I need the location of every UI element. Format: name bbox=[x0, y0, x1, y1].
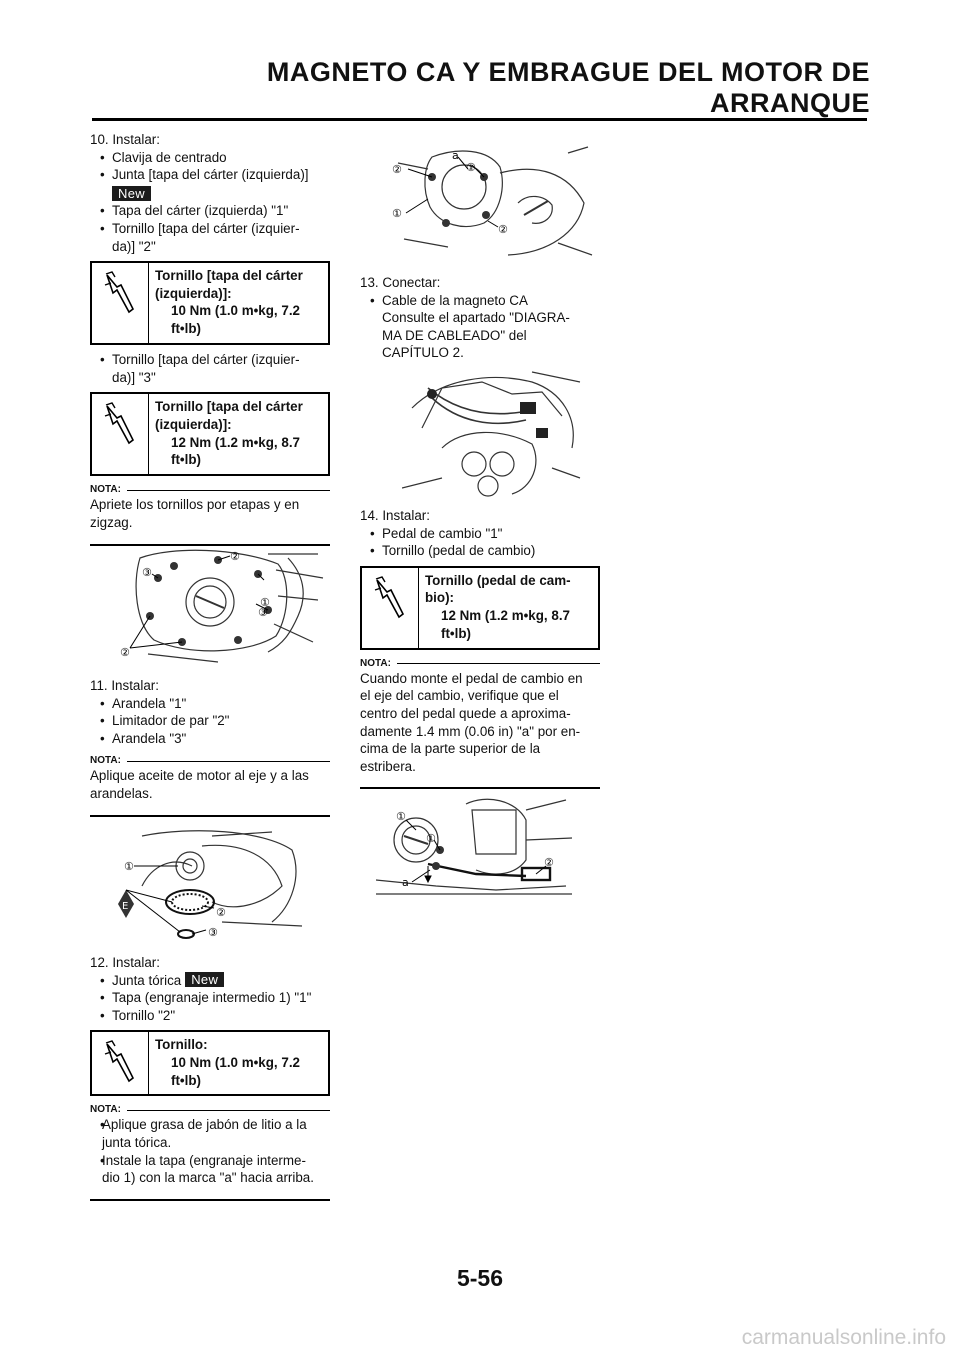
callout-2: ② bbox=[216, 906, 226, 919]
torque-spec-box bbox=[90, 1030, 330, 1096]
step-12-item: • Tornillo "2" bbox=[90, 1007, 330, 1025]
callout-1: ① bbox=[426, 832, 436, 845]
callout-2: ② bbox=[498, 223, 508, 236]
step-11-item: • Arandela "1" bbox=[90, 695, 330, 713]
new-badge: New bbox=[112, 186, 151, 201]
note-item: • Aplique grasa de jabón de litio a la junta tórica. bbox=[90, 1116, 330, 1151]
mark-a: a bbox=[452, 149, 459, 162]
figure-crankcase-cover bbox=[118, 544, 328, 664]
step-13-reference: Consulte el apartado "DIAGRA- MA DE CABLEADO" del CAPÍTULO 2. bbox=[382, 310, 570, 361]
step-11-title: 11. Instalar: bbox=[90, 678, 159, 693]
mark-a: a bbox=[402, 876, 409, 889]
torque-value: 10 Nm (1.0 m•kg, 7.2 bbox=[171, 1054, 300, 1070]
step-14-item: • Tornillo (pedal de cambio) bbox=[360, 542, 600, 560]
step-12-item: • Junta tórica New bbox=[90, 972, 330, 990]
step-12-title: 12. Instalar: bbox=[90, 955, 160, 970]
torque-wrench-icon bbox=[92, 263, 149, 343]
note-item: • Instale la tapa (engranaje interme- dio 1) con la marca "a" hacia arriba. bbox=[90, 1152, 330, 1187]
step-14-item: • Pedal de cambio "1" bbox=[360, 525, 600, 543]
note-block bbox=[90, 1104, 330, 1200]
right-column-step-13 bbox=[360, 274, 600, 362]
callout-1: ① bbox=[392, 207, 402, 220]
callout-1: ① bbox=[124, 860, 134, 873]
step-12-item: • Tapa (engranaje intermedio 1) "1" bbox=[90, 989, 330, 1007]
callout-1: ① bbox=[396, 810, 406, 823]
step-11-item: • Arandela "3" bbox=[90, 730, 330, 748]
step-10-item: • Tornillo [tapa del cárter (izquier- da)] "3" bbox=[90, 351, 330, 386]
torque-label: Tornillo [tapa del cárter bbox=[155, 399, 303, 415]
torque-value: ft•lb) bbox=[171, 452, 201, 468]
torque-spec-box bbox=[360, 566, 600, 650]
torque-label: bio): bbox=[425, 590, 454, 606]
note-text: Aplique aceite de motor al eje y a las arandelas. bbox=[90, 768, 309, 801]
step-10-item: • Junta [tapa del cárter (izquierda)] bbox=[90, 166, 330, 184]
page-number: 5-56 bbox=[456, 1265, 504, 1291]
page-title: MAGNETO CA Y EMBRAGUE DEL MOTOR DE ARRANQUE bbox=[266, 57, 870, 118]
note-text: Cuando monte el pedal de cambio en el eje del cambio, verifique que el centro del pedal quede a aproxima- damente 1.4 mm (0.06 in) "a" por en- cima de la parte superior de la estribera. bbox=[360, 670, 583, 774]
torque-label: Tornillo: bbox=[155, 1037, 208, 1053]
torque-label: (izquierda)]: bbox=[155, 285, 232, 301]
right-column-step-14 bbox=[360, 507, 600, 789]
torque-wrench-icon bbox=[362, 568, 419, 648]
left-column bbox=[90, 131, 330, 546]
torque-spec-box bbox=[90, 261, 330, 345]
step-10-item: • Clavija de centrado bbox=[90, 149, 330, 167]
torque-spec-box bbox=[90, 392, 330, 476]
step-11-item: • Limitador de par "2" bbox=[90, 712, 330, 730]
callout-1: ① bbox=[466, 161, 476, 174]
torque-value: 12 Nm (1.2 m•kg, 8.7 bbox=[171, 434, 300, 450]
torque-label: Tornillo [tapa del cárter bbox=[155, 268, 303, 284]
figure-idle-gear-cover bbox=[388, 143, 600, 261]
step-13-item: • Cable de la magneto CA bbox=[360, 292, 600, 310]
figure-torque-limiter bbox=[112, 826, 312, 946]
left-column-step-12 bbox=[90, 954, 330, 1201]
figure-shift-pedal bbox=[376, 790, 576, 908]
callout-2: ② bbox=[544, 856, 554, 869]
step-10-item: • Tornillo [tapa del cárter (izquier- da)] "2" bbox=[90, 220, 330, 255]
callout-2: ② bbox=[392, 163, 402, 176]
torque-value: ft•lb) bbox=[441, 625, 471, 641]
torque-value: 10 Nm (1.0 m•kg, 7.2 bbox=[171, 303, 300, 319]
torque-value: ft•lb) bbox=[171, 320, 201, 336]
note-label: NOTA: bbox=[90, 1104, 121, 1116]
note-label: NOTA: bbox=[90, 755, 121, 767]
torque-label: Tornillo (pedal de cam- bbox=[425, 572, 571, 588]
step-10-item: • Tapa del cárter (izquierda) "1" bbox=[90, 202, 330, 220]
torque-value: 12 Nm (1.2 m•kg, 8.7 bbox=[441, 607, 570, 623]
note-block bbox=[360, 658, 600, 790]
note-block bbox=[90, 484, 330, 545]
callout-2: ② bbox=[120, 646, 130, 659]
note-block bbox=[90, 755, 330, 816]
callout-1: ① bbox=[260, 596, 270, 609]
torque-value: ft•lb) bbox=[171, 1072, 201, 1088]
step-10-title: 10. Instalar: bbox=[90, 132, 160, 147]
oil-symbol-label: E bbox=[122, 901, 129, 912]
new-badge: New bbox=[185, 972, 224, 987]
step-14-title: 14. Instalar: bbox=[360, 508, 430, 523]
callout-3: ③ bbox=[208, 926, 218, 939]
torque-wrench-icon bbox=[92, 1032, 149, 1094]
callout-3: ③ bbox=[258, 606, 268, 619]
note-label: NOTA: bbox=[90, 484, 121, 496]
callout-3: ③ bbox=[142, 566, 152, 579]
callout-2: ② bbox=[230, 550, 240, 563]
step-13-title: 13. Conectar: bbox=[360, 275, 441, 290]
left-column-step-11 bbox=[90, 677, 330, 817]
figure-magneto-wiring bbox=[402, 368, 582, 500]
torque-wrench-icon bbox=[92, 394, 149, 474]
title-rule bbox=[92, 118, 867, 121]
note-label: NOTA: bbox=[360, 657, 391, 669]
torque-label: (izquierda)]: bbox=[155, 416, 232, 432]
note-text: Apriete los tornillos por etapas y en zigzag. bbox=[90, 497, 300, 530]
watermark: carmanualsonline.info bbox=[741, 1326, 946, 1349]
